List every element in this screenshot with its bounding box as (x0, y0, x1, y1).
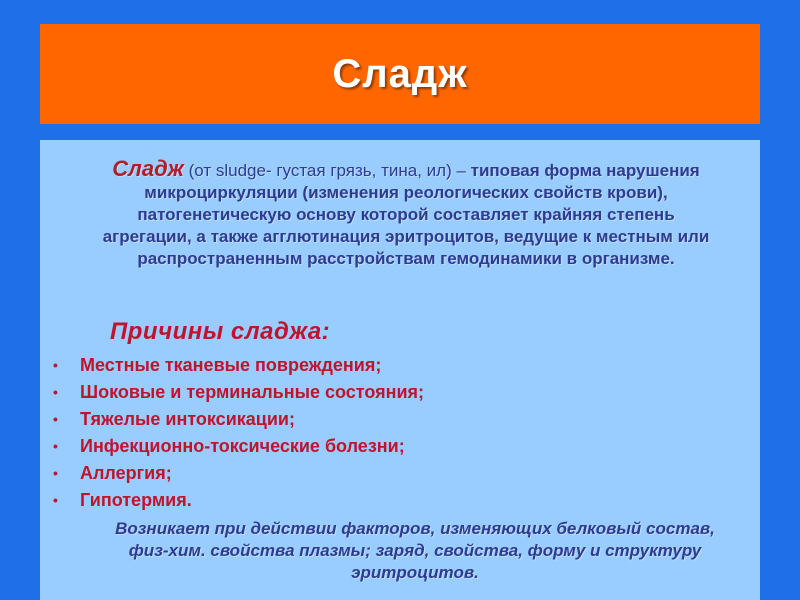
bullet-icon: • (53, 384, 58, 400)
list-item (40, 379, 740, 406)
list-item (40, 433, 740, 460)
causes-heading: Причины сладжа: (110, 318, 331, 345)
content-panel (40, 140, 760, 600)
definition-etymology: (от sludge- густая грязь, тина, ил) – (183, 161, 471, 180)
list-item (40, 487, 740, 514)
bullet-icon: • (53, 465, 58, 481)
slide-title: Сладж (332, 51, 468, 96)
bullet-icon: • (53, 438, 58, 454)
list-item-text: Гипотермия. (80, 490, 192, 510)
list-item-text: Инфекционно-токсические болезни; (80, 436, 405, 456)
list-item-text: Шоковые и терминальные состояния; (80, 382, 425, 402)
list-item (40, 406, 740, 433)
definition-text: типовая форма нарушения микроциркуляции (изменения реологических свойств крови), патогенетическую основу которой составляет крайняя степень агрегации, а также агглютинация эритроцитов, ведущие к местным или распространенным расстройствам гемодинамики в организме. (102, 161, 710, 268)
definition-term: Сладж (112, 156, 184, 181)
conclusion-paragraph: Возникает при действии факторов, изменяющих белковый состав, физ-хим. свойства плазмы; заряд, свойства, форму и структуру эритроцитов. (115, 519, 715, 582)
list-item-text: Аллергия; (80, 463, 172, 483)
list-item (40, 352, 740, 379)
title-bar (40, 24, 760, 124)
bullet-icon: • (53, 411, 58, 427)
bullet-icon: • (53, 492, 58, 508)
list-item-text: Местные тканевые повреждения; (80, 355, 382, 375)
list-item-text: Тяжелые интоксикации; (80, 409, 295, 429)
causes-list (40, 352, 740, 514)
bullet-icon: • (53, 357, 58, 373)
list-item (40, 460, 740, 487)
definition-paragraph (96, 158, 716, 270)
